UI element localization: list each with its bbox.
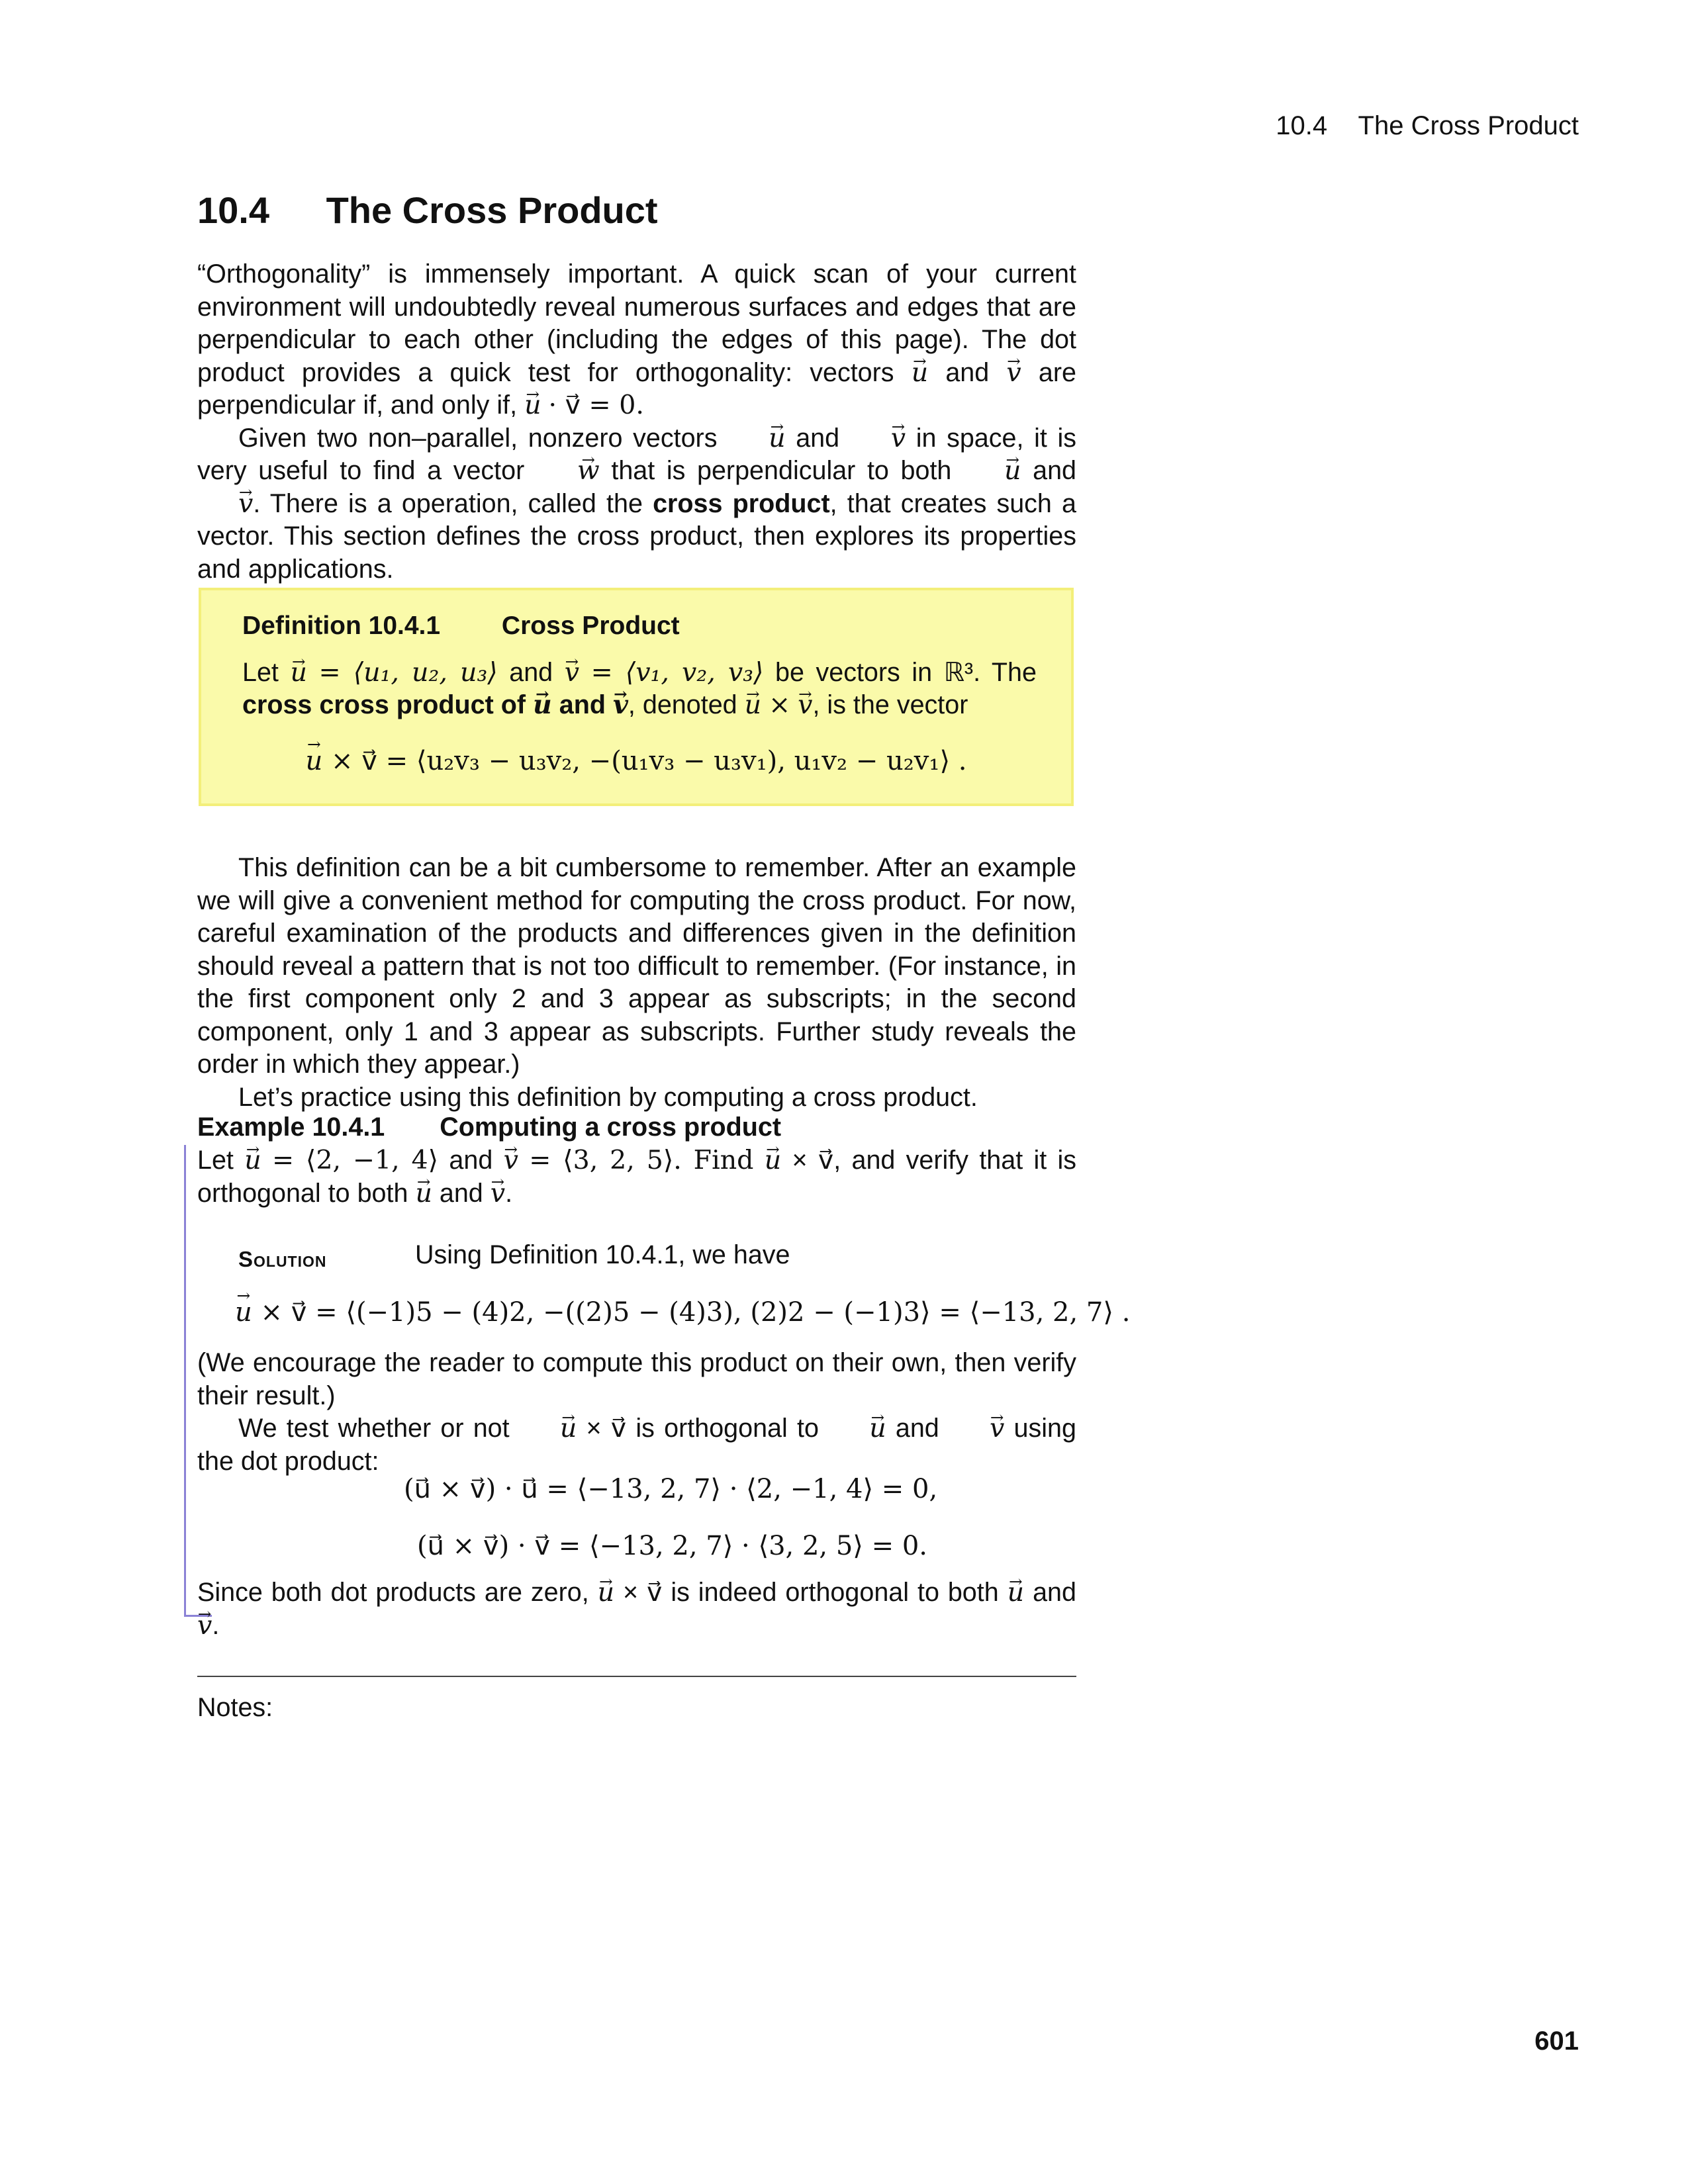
vector-u: → u [519,1412,577,1445]
def-bold-a: cross product of [319,690,526,719]
intro-paragraph-2 [197,422,1076,586]
example-margin-bar [184,1145,186,1616]
after-def-paragraph-2: Let’s practice using this definition by computing a cross product. [238,1082,978,1112]
example-label: Example 10.4.1 [197,1113,385,1142]
intro-p2-text-a: Given two non–parallel, nonzero vectors [238,423,718,453]
ex-q-find: × v⃗, and verify that it is orthogonal to both [197,1146,1077,1208]
ex-q-let: Let [197,1146,234,1175]
intro-p2-text-b: in space, it is very useful to find a vector [197,423,1076,485]
vector-v: → v [1006,357,1021,390]
vector-u: → u [524,389,541,422]
def-let: Let [242,658,279,687]
vector-v: → v [504,1144,518,1177]
after-def-paragraph-1: This definition can be a bit cumbersome to remember. After an example we will give a convenient method for computing the cross product. For now, careful examination of the products and differences given in the definition should reveal a pattern that is not too difficult to remember. (For instance, in the first component only 2 and 3 appear as subscripts; in the second component, only 1 and 3 appear as subscripts. Further study reveals the order in which they appear.) [197,853,1076,1079]
def-bold-phrase: cross cross product of → u and → v [242,690,628,719]
vector-v: → v [949,1412,1004,1445]
vector-u: → u [290,657,306,689]
vector-v: → v [197,488,253,521]
def-u-tuple: = ⟨u₁, u₂, u₃⟩ [318,657,498,688]
vector-v: → v [798,689,812,721]
vector-w: → w [536,455,600,488]
definition-title: Cross Product [501,612,680,640]
intro-p1-equation: · v⃗ = 0. [548,390,644,420]
notes-divider [197,1676,1076,1677]
ex-q-and: and [449,1146,493,1175]
dot-product-v: (u⃗ × v⃗) · v⃗ = ⟨−13, 2, 7⟩ · ⟨3, 2, 5⟩ = 0. [417,1531,927,1561]
definition-formula [201,746,1071,776]
vector-v: → v [850,422,906,455]
vector-u: → u [235,1297,252,1328]
intro-p1-text-a: “Orthogonality” is immensely important. A quick scan of your current environment will undoubtedly reveal numerous surfaces and edges that are perpendicular to each other (including the edges of this page). The dot product provides a quick test for orthogonality: vectors [197,259,1076,387]
intro-p2-text-c: that is perpendicular to both [611,456,952,485]
section-number: 10.4 [197,189,269,231]
vector-u: → u [745,689,761,721]
definition-text: Let → u = ⟨u₁, u₂, u₃⟩ and → v = ⟨v₁, v₂, v₃⟩ be vectors in ℝ³. The cross cross product of → u and → v, denoted → u × → v, is the vector [242,657,1037,721]
solution-label: Solution [238,1247,327,1271]
equation-1: × v⃗ = ⟨(−1)5 − (4)2, −((2)5 − (4)3), (2)2 − (−1)3⟩ = ⟨−13, 2, 7⟩ . [260,1297,1131,1328]
vector-u: → u [533,689,552,721]
intro-p2-and: and [796,423,840,453]
definition-box [199,588,1074,806]
example-question: Let → u = ⟨2, −1, 4⟩ and → v = ⟨3, 2, 5⟩. Find → u × v⃗, and verify that it is orthogonal to both → u and → v. [197,1144,1076,1210]
header-section-title: The Cross Product [1358,111,1579,140]
vector-v: → v [197,1610,212,1643]
vector-u: → u [244,1144,261,1177]
example-conclusion: Since both dot products are zero, → u × v⃗ is indeed orthogonal to both → u and → v. [197,1576,1076,1642]
vector-v: → v [613,689,628,721]
example-discussion [197,1347,1076,1478]
def-be-vectors: be vectors in ℝ³. The [775,658,1037,687]
vector-u: → u [306,746,323,776]
example-heading [197,1113,781,1142]
cross-product-computation [235,1297,1130,1328]
running-header [1276,111,1579,141]
ex-q-v-value: = ⟨3, 2, 5⟩. Find [529,1145,754,1175]
vector-u: → u [912,357,928,390]
solution-intro: Using Definition 10.4.1, we have [415,1240,790,1269]
since-text-b: × v⃗ is indeed orthogonal to both [623,1578,999,1607]
vector-u: → u [727,422,785,455]
after-definition-text [197,852,1076,1114]
ex-q-u-value: = ⟨2, −1, 4⟩ [271,1145,439,1175]
encourage-paragraph: (We encourage the reader to compute this product on their own, then verify their result.) [197,1348,1076,1410]
test-text-c: using the dot product: [197,1414,1076,1476]
intro-p2-text-e: . There is a operation, called the [253,488,643,518]
test-and: and [895,1414,939,1443]
vector-u: → u [1008,1576,1024,1610]
test-text-a: We test whether or not [238,1414,510,1443]
intro-text [197,258,1076,586]
section-heading [197,189,658,232]
definition-heading [242,612,680,641]
vector-u: → u [963,455,1021,488]
def-v-tuple: = ⟨v₁, v₂, v₃⟩ [590,657,764,688]
test-paragraph [197,1412,1076,1478]
vector-u: → u [765,1144,781,1177]
example-title: Computing a cross product [440,1113,781,1142]
def-and: and [509,658,553,687]
intro-paragraph-1 [197,258,1076,422]
intro-p1-text-b: are perpendicular if, and only if, [197,357,1076,420]
definition-label: Definition 10.4.1 [242,612,441,640]
cross-product-term: cross product [653,488,830,518]
section-title: The Cross Product [326,189,658,231]
cross-product-formula: × v⃗ = ⟨u₂v₃ − u₃v₂, −(u₁v₃ − u₃v₁), u₁v₂ − u₂v₁⟩ . [330,746,967,776]
def-denoted: , denoted [628,690,737,719]
intro-p2-text-d: and [1033,456,1077,485]
vector-u: → u [598,1576,614,1610]
dot-product-u: (u⃗ × v⃗) · u⃗ = ⟨−13, 2, 7⟩ · ⟨2, −1, 4⟩ = 0, [404,1474,938,1504]
def-bold-and: and [559,690,606,719]
def-is-vector: , is the vector [812,690,968,719]
since-text-a: Since both dot products are zero, [197,1578,589,1607]
header-section-number: 10.4 [1276,111,1328,140]
vector-u: → u [415,1177,432,1210]
intro-p1-and: and [945,357,990,387]
page-number: 601 [1534,2026,1579,2056]
vector-v: → v [491,1177,505,1210]
vector-v: → v [565,657,579,689]
test-text-b: × v⃗ is orthogonal to [586,1414,819,1443]
since-and: and [1033,1578,1076,1607]
ex-q-and2: and [439,1178,483,1208]
vector-u: → u [828,1412,886,1445]
notes-label: Notes: [197,1693,273,1722]
intro-p2-text-f: , that creates such a vector. This section defines the cross product, then explores its properties and applications. [197,488,1077,584]
